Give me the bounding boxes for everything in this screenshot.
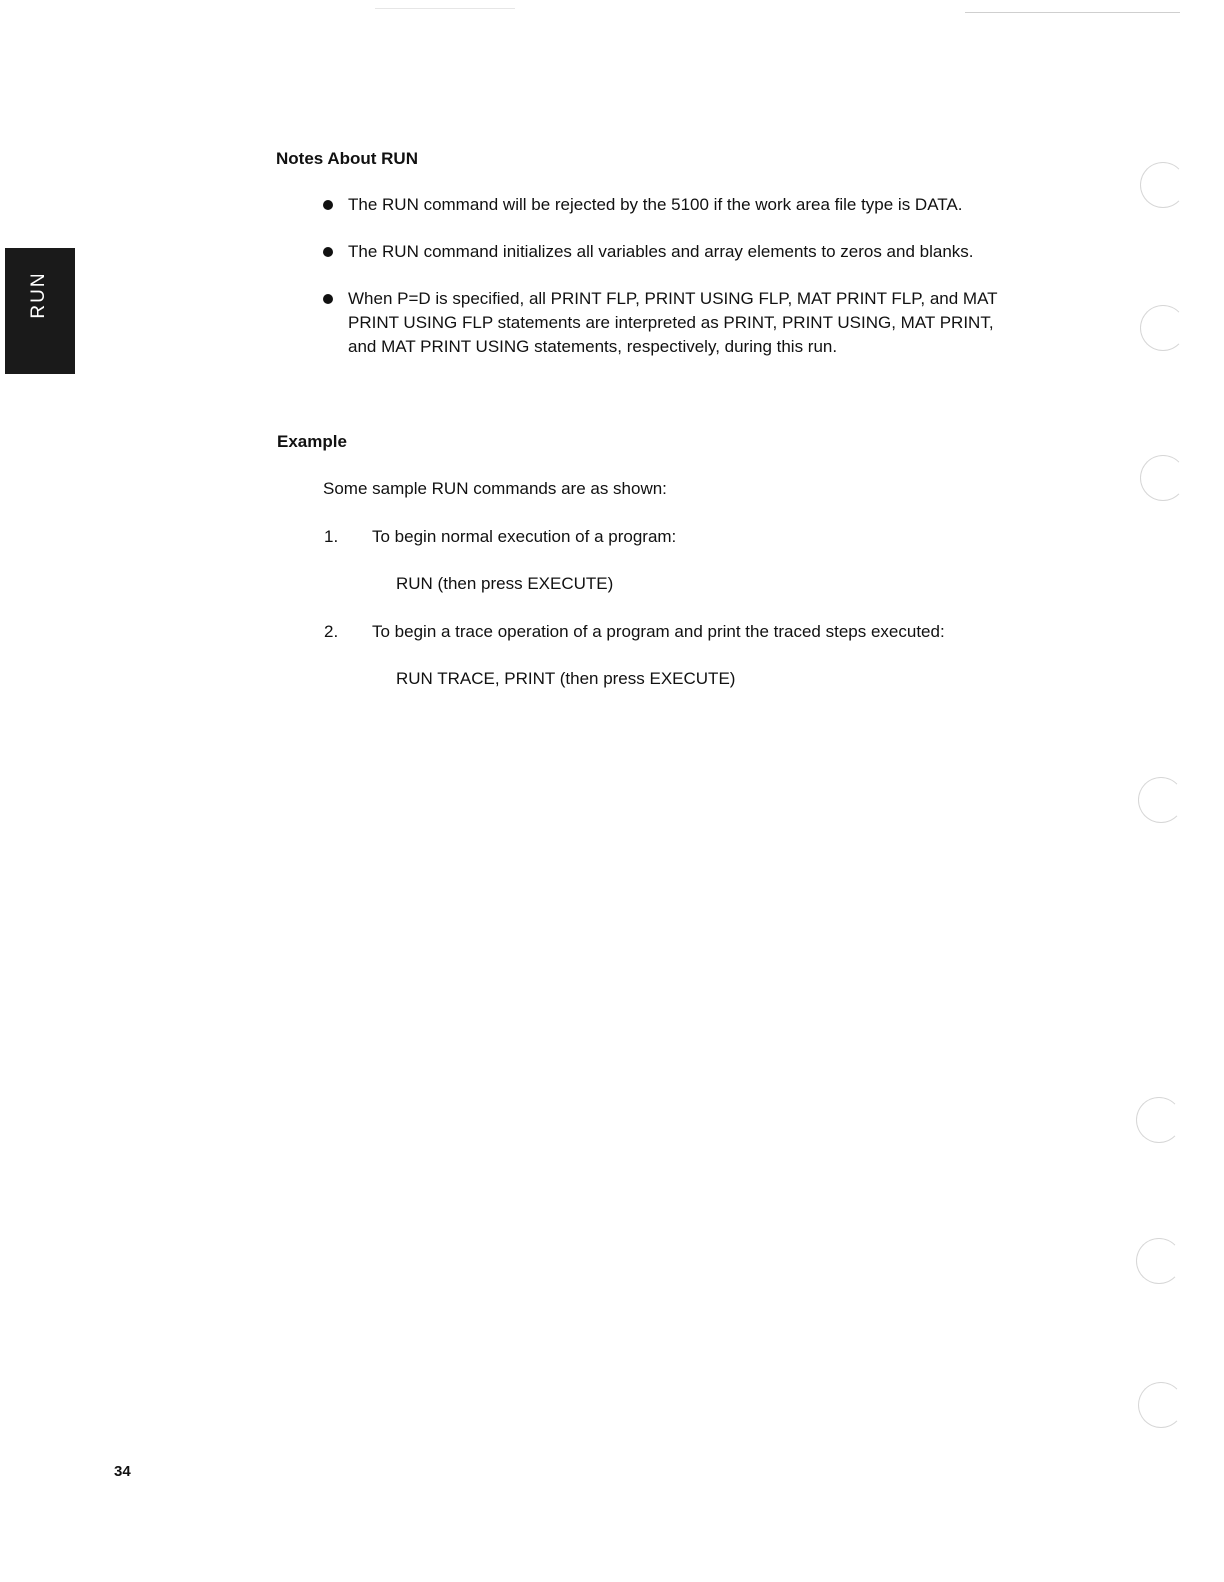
binder-hole-icon bbox=[1136, 1238, 1182, 1284]
example-intro: Some sample RUN commands are as shown: bbox=[323, 479, 667, 498]
bullet-text: The RUN command will be rejected by the 5100 if the work area file type is DATA. bbox=[348, 195, 963, 214]
bullet-item bbox=[322, 193, 1042, 217]
bullet-text: The RUN command initializes all variables and array elements to zeros and blanks. bbox=[348, 242, 974, 261]
bullet-dot-icon bbox=[323, 200, 333, 210]
step-text: To begin a trace operation of a program and print the traced steps executed: bbox=[372, 622, 945, 641]
step-number: 2. bbox=[324, 622, 339, 641]
binder-hole-icon bbox=[1140, 305, 1186, 351]
example-heading: Example bbox=[277, 432, 347, 451]
page-number: 34 bbox=[114, 1463, 131, 1480]
step-number: 1. bbox=[324, 527, 339, 546]
binder-hole-icon bbox=[1136, 1097, 1182, 1143]
section-tab-label: RUN bbox=[28, 271, 49, 319]
bullet-item bbox=[322, 287, 998, 359]
bullet-dot-icon bbox=[323, 294, 333, 304]
binder-hole-icon bbox=[1140, 162, 1186, 208]
binder-hole-icon bbox=[1140, 455, 1186, 501]
notes-heading: Notes About RUN bbox=[276, 149, 418, 168]
scan-artifact-line bbox=[965, 12, 1180, 13]
example-command: RUN TRACE, PRINT (then press EXECUTE) bbox=[396, 669, 736, 688]
notes-bullet-list bbox=[322, 193, 1042, 382]
bullet-dot-icon bbox=[323, 247, 333, 257]
binder-hole-icon bbox=[1138, 777, 1184, 823]
step-text: To begin normal execution of a program: bbox=[372, 527, 677, 546]
scan-artifact-line bbox=[375, 8, 515, 9]
binder-hole-icon bbox=[1138, 1382, 1184, 1428]
bullet-item bbox=[322, 240, 1042, 264]
section-tab bbox=[5, 248, 75, 374]
example-command: RUN (then press EXECUTE) bbox=[396, 574, 614, 593]
bullet-text: When P=D is specified, all PRINT FLP, PRINT USING FLP, MAT PRINT FLP, and MAT PRINT USING FLP statements are interpreted as PRINT, PRINT USING, MAT PRINT, and MAT PRINT USING statements, respectively, during this run. bbox=[348, 289, 998, 356]
